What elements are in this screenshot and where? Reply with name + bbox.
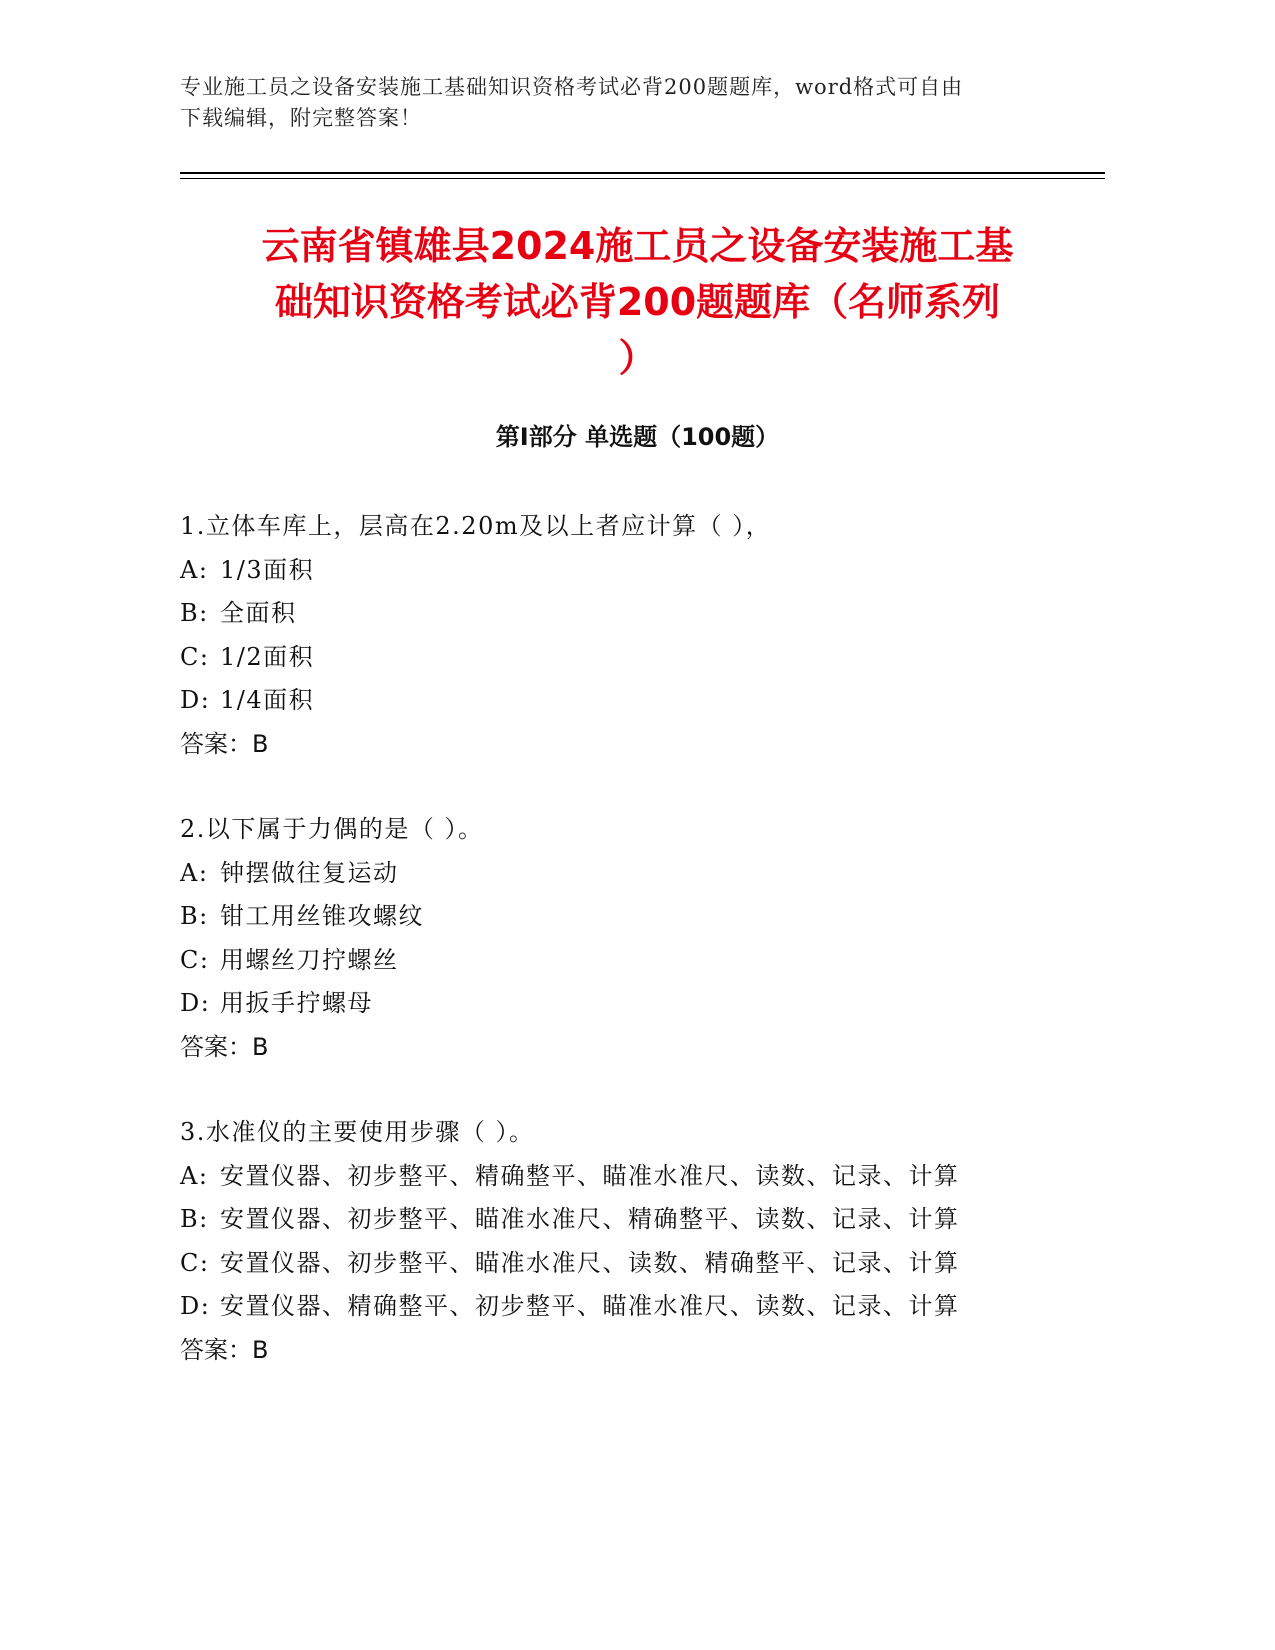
- answer: 答案：B: [180, 1032, 269, 1061]
- option-d: [180, 982, 1100, 1026]
- option-text: 用螺丝刀拧螺丝: [220, 945, 399, 974]
- option-letter: C:: [180, 1248, 210, 1277]
- option-letter: C:: [180, 642, 210, 671]
- option-text: 安置仪器、精确整平、初步整平、瞄准水准尺、读数、记录、计算: [220, 1292, 960, 1320]
- section-heading: 第I部分 单选题（100题）: [495, 423, 780, 451]
- option-letter: A:: [180, 1161, 209, 1190]
- document-title-line-2: 础知识资格考试必背200题题库（名师系列: [274, 280, 1001, 324]
- option-letter: C:: [180, 945, 210, 974]
- option-letter: A:: [180, 858, 209, 887]
- question-stem: 1.立体车库上，层高在2.20m及以上者应计算（ ），: [180, 512, 772, 540]
- question-list: [180, 505, 1100, 1414]
- option-a: [180, 1155, 1100, 1199]
- option-b: [180, 592, 1100, 636]
- option-text: 安置仪器、初步整平、瞄准水准尺、精确整平、读数、记录、计算: [220, 1205, 960, 1233]
- answer: 答案：B: [180, 1335, 269, 1364]
- option-letter: B:: [180, 599, 209, 627]
- answer: 答案：B: [180, 729, 269, 758]
- option-a: [180, 549, 1100, 593]
- option-text: 用扳手拧螺母: [220, 989, 373, 1017]
- document-title-line-1: 云南省镇雄县2024施工员之设备安装施工基: [261, 224, 1014, 268]
- option-text: 钟摆做往复运动: [220, 858, 399, 887]
- option-text: 全面积: [220, 599, 297, 627]
- option-letter: A:: [180, 555, 209, 584]
- option-b: [180, 895, 1100, 939]
- question-stem: 2.以下属于力偶的是（ ）。: [180, 815, 484, 843]
- document-title: [150, 218, 1125, 386]
- option-text: 1/4面积: [220, 686, 315, 714]
- header-divider-thick: [180, 172, 1105, 174]
- header-note-line-1: 专业施工员之设备安装施工基础知识资格考试必背200题题库，word格式可自由: [180, 75, 964, 99]
- option-letter: D:: [180, 686, 211, 714]
- option-text: 安置仪器、初步整平、精确整平、瞄准水准尺、读数、记录、计算: [220, 1161, 960, 1190]
- option-a: [180, 852, 1100, 896]
- question-3: [180, 1111, 1100, 1372]
- option-d: [180, 1285, 1100, 1329]
- header-note-line-2: 下载编辑，附完整答案！: [180, 106, 422, 130]
- option-c: [180, 1242, 1100, 1286]
- question-2: [180, 808, 1100, 1069]
- option-b: [180, 1198, 1100, 1242]
- option-c: [180, 636, 1100, 680]
- option-letter: D:: [180, 1292, 211, 1320]
- option-text: 钳工用丝锥攻螺纹: [220, 902, 424, 930]
- option-text: 1/3面积: [220, 555, 315, 584]
- question-stem: 3.水准仪的主要使用步骤（ ）。: [180, 1118, 535, 1146]
- header-note: [180, 72, 1040, 134]
- option-letter: B:: [180, 1205, 209, 1233]
- header-divider-thin: [180, 178, 1105, 179]
- option-text: 1/2面积: [220, 642, 315, 671]
- option-text: 安置仪器、初步整平、瞄准水准尺、读数、精确整平、记录、计算: [220, 1248, 960, 1277]
- option-d: [180, 679, 1100, 723]
- document-title-line-3: ）: [618, 336, 657, 380]
- option-c: [180, 939, 1100, 983]
- option-letter: B:: [180, 902, 209, 930]
- question-1: [180, 505, 1100, 766]
- option-letter: D:: [180, 989, 211, 1017]
